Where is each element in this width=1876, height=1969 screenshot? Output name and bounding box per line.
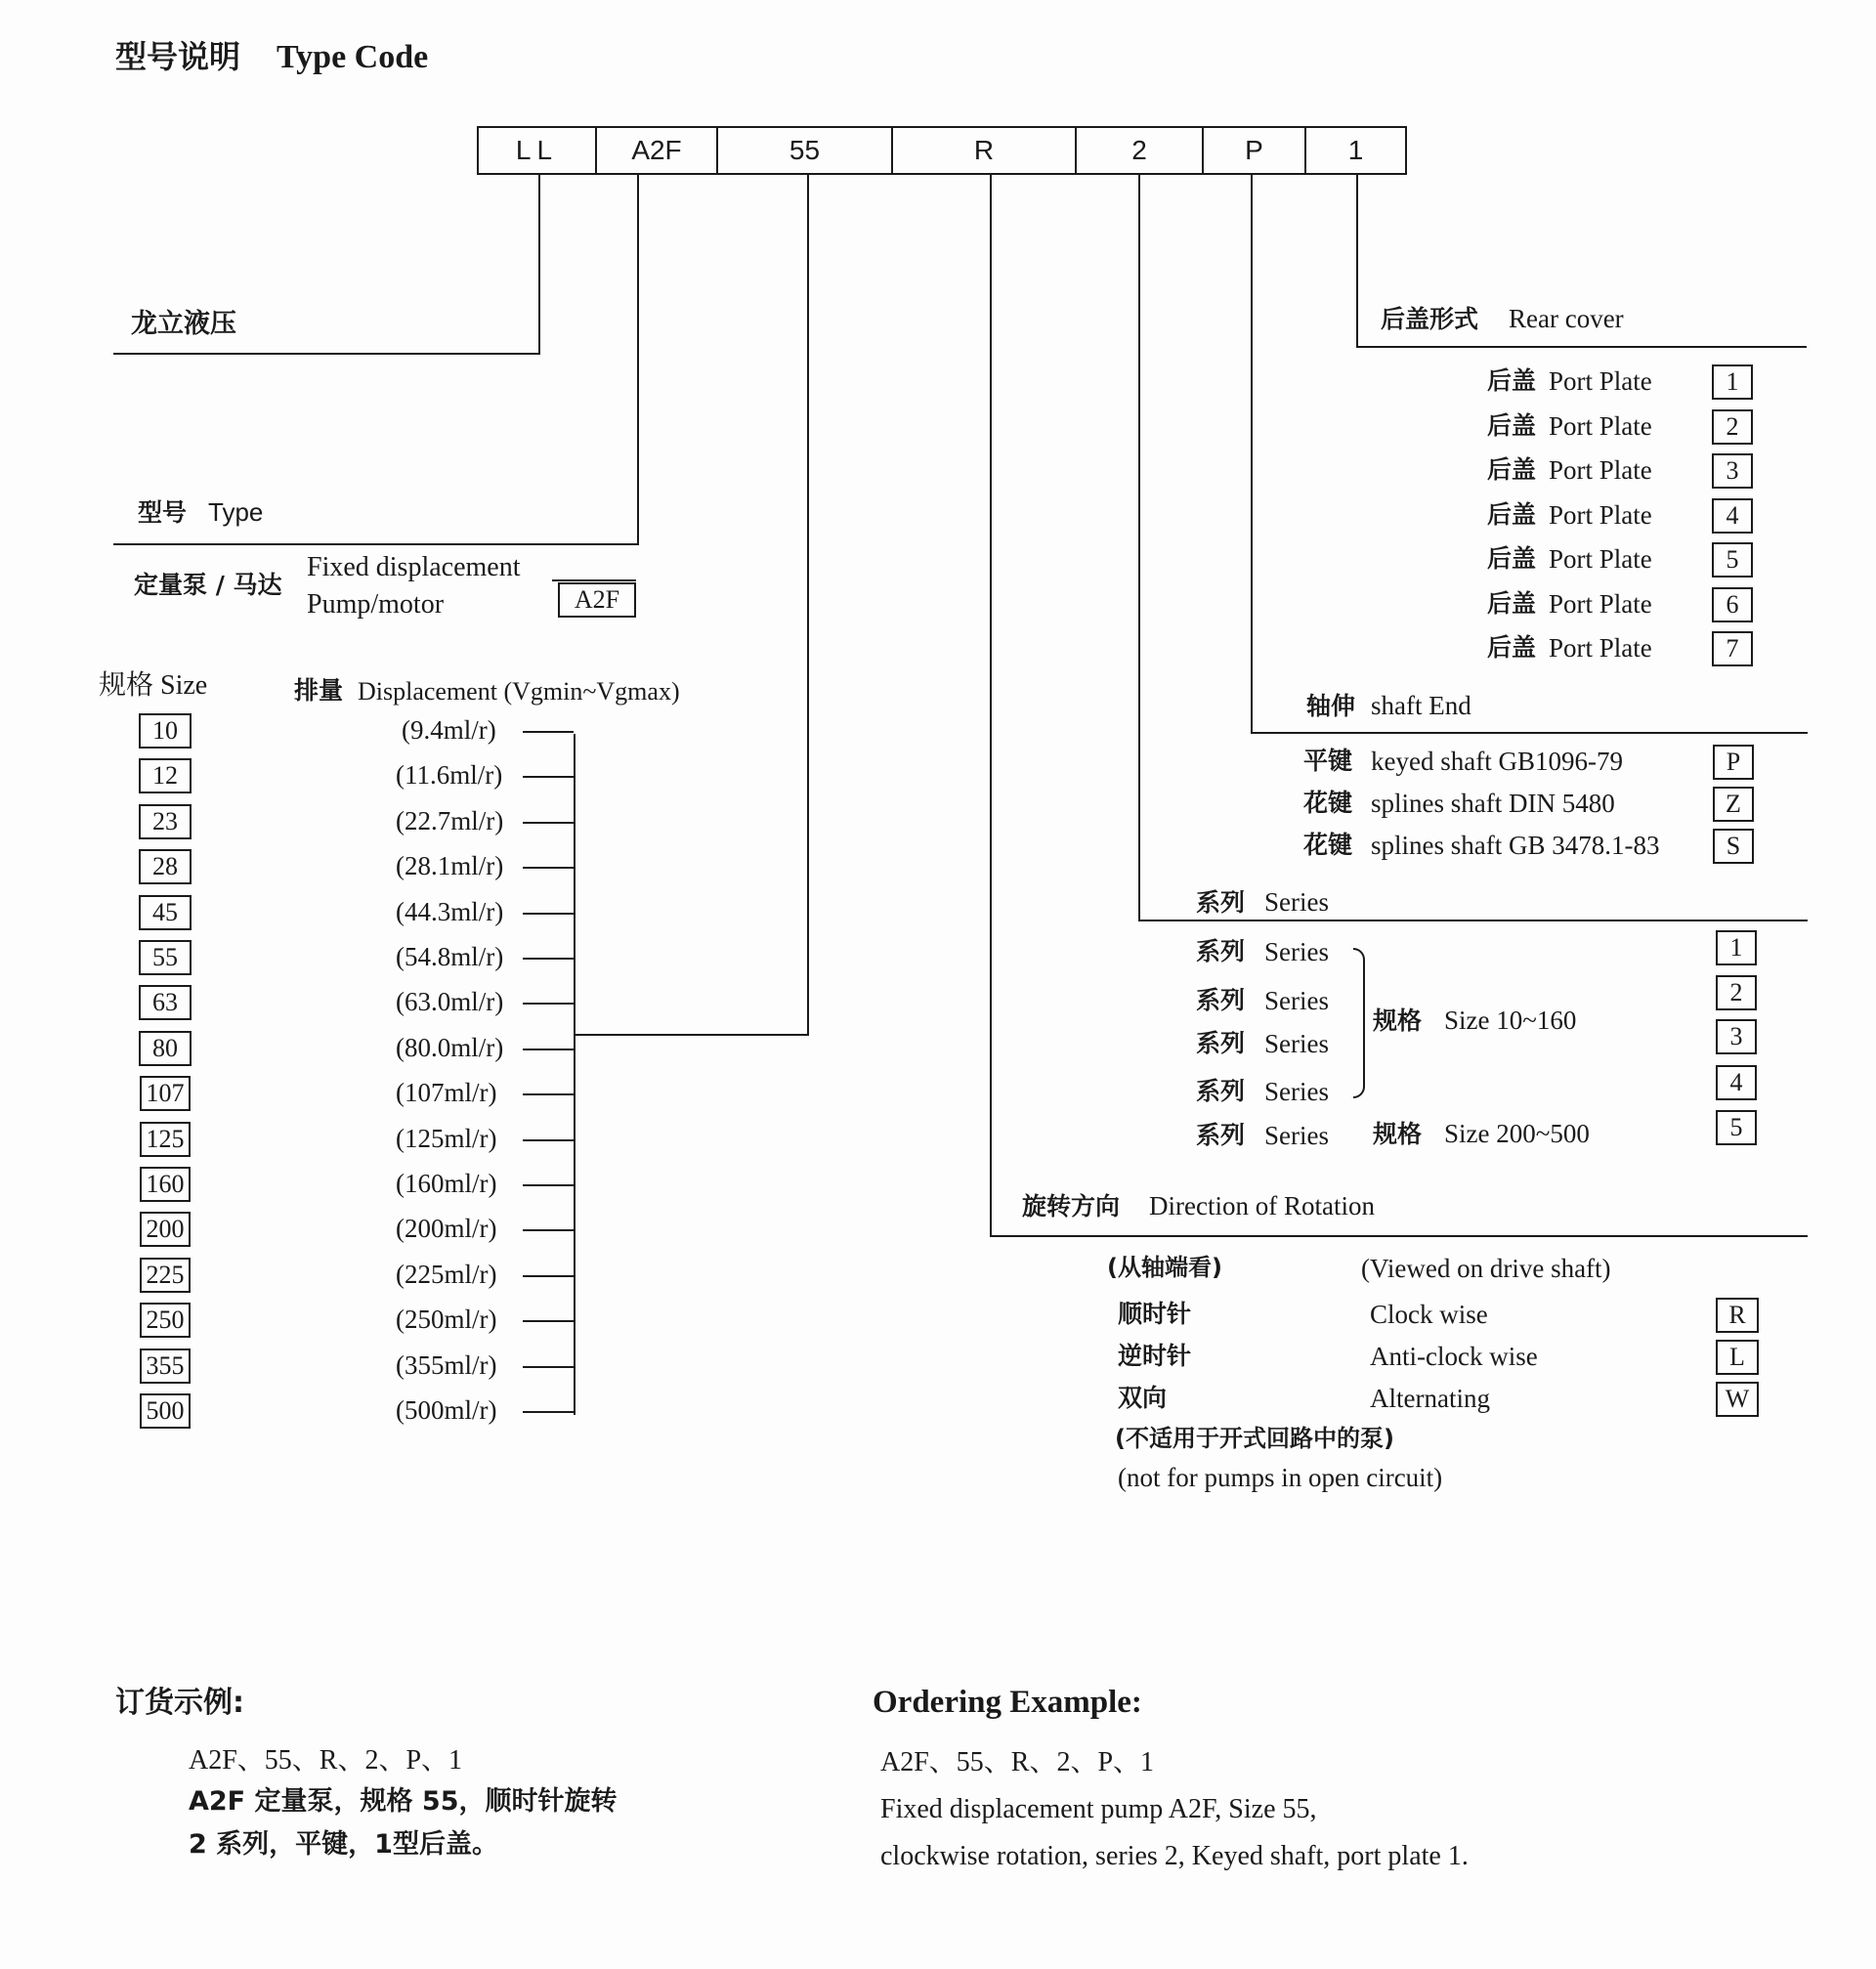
rotation-item-en: Clock wise xyxy=(1370,1300,1488,1329)
underline-rotation xyxy=(990,1235,1808,1237)
page-title-cn: 型号说明 xyxy=(115,38,241,75)
series-item-en: Series xyxy=(1264,937,1329,966)
leader-line-rotation xyxy=(990,175,992,1237)
disp-label-cn: 排量 xyxy=(294,676,344,705)
displacement-value: (107ml/r) xyxy=(396,1078,497,1108)
rotation-code-box: R xyxy=(1716,1298,1759,1333)
type-label-cn: 型号 xyxy=(138,498,188,527)
code-cell-type: A2F xyxy=(595,126,716,175)
displacement-value: (200ml/r) xyxy=(396,1214,497,1244)
series-group-brace xyxy=(1353,948,1365,1098)
series-label-cn: 系列 xyxy=(1196,888,1246,917)
rotation-view-cn: (从轴端看) xyxy=(1107,1254,1222,1281)
rear-cover-item-en: Port Plate xyxy=(1549,455,1652,485)
underline-shaft xyxy=(1251,732,1808,734)
rear-cover-label-cn: 后盖形式 xyxy=(1381,305,1479,333)
displacement-tick xyxy=(523,1320,574,1322)
displacement-tick xyxy=(523,1366,574,1368)
size-code-box: 160 xyxy=(140,1167,191,1202)
leader-line-series xyxy=(1138,175,1140,921)
rotation-code-box: L xyxy=(1716,1340,1759,1375)
size-code-box: 500 xyxy=(140,1393,191,1429)
code-cell-rotation: R xyxy=(891,126,1075,175)
underline-type xyxy=(113,543,639,545)
type-desc-line xyxy=(552,579,636,581)
leader-line-maker xyxy=(538,175,540,354)
displacement-tick xyxy=(523,1139,574,1141)
rear-cover-item-en: Port Plate xyxy=(1549,366,1652,396)
underline-series xyxy=(1138,920,1808,921)
leader-line-type xyxy=(637,175,639,545)
series-code-box: 3 xyxy=(1716,1019,1757,1054)
shaft-label-cn: 轴伸 xyxy=(1306,692,1356,720)
rotation-item-en: Alternating xyxy=(1370,1384,1490,1413)
shaft-code-box: P xyxy=(1713,745,1754,780)
displacement-value: (44.3ml/r) xyxy=(396,896,504,926)
leader-line-shaft xyxy=(1251,175,1253,734)
size-code-box: 80 xyxy=(139,1031,192,1066)
size-code-box: 45 xyxy=(139,895,192,930)
rear-cover-item-cn: 后盖 xyxy=(1487,588,1537,618)
shaft-item-en: splines shaft GB 3478.1-83 xyxy=(1371,831,1660,860)
displacement-value: (9.4ml/r) xyxy=(402,715,496,745)
series-item-cn: 系列 xyxy=(1196,937,1246,965)
displacement-value: (28.1ml/r) xyxy=(396,851,504,881)
rear-cover-item-en: Port Plate xyxy=(1549,633,1652,663)
size-code-box: 355 xyxy=(140,1348,191,1384)
code-cell-rear-cover: 1 xyxy=(1304,126,1407,175)
rotation-view-en: (Viewed on drive shaft) xyxy=(1361,1254,1611,1283)
rear-cover-code-box: 4 xyxy=(1712,498,1753,534)
series-group2-en: Size 200~500 xyxy=(1444,1119,1590,1148)
rear-cover-code-box: 3 xyxy=(1712,453,1753,489)
type-desc-cn: 定量泵 / 马达 xyxy=(134,571,282,599)
type-desc-en-2: Pump/motor xyxy=(307,589,445,620)
rear-cover-item-cn: 后盖 xyxy=(1487,455,1537,484)
page-title-en: Type Code xyxy=(277,39,429,75)
series-item-cn: 系列 xyxy=(1196,1029,1246,1057)
ordering-title-cn: 订货示例: xyxy=(115,1686,244,1720)
maker-label: 龙立液压 xyxy=(131,309,236,339)
displacement-value: (22.7ml/r) xyxy=(396,805,504,835)
displacement-value: (160ml/r) xyxy=(396,1169,497,1198)
size-code-box: 200 xyxy=(140,1212,191,1247)
rear-cover-item-en: Port Plate xyxy=(1549,544,1652,574)
rotation-label-cn: 旋转方向 xyxy=(1022,1192,1121,1220)
series-code-box: 5 xyxy=(1716,1110,1757,1145)
displacement-value: (125ml/r) xyxy=(396,1123,497,1153)
size-code-box: 225 xyxy=(140,1258,191,1293)
displacement-tick xyxy=(523,822,574,824)
rear-cover-item-cn: 后盖 xyxy=(1487,544,1537,573)
displacement-tick xyxy=(523,776,574,778)
code-cell-series: 2 xyxy=(1075,126,1202,175)
size-code-box: 107 xyxy=(140,1076,191,1111)
series-item-en: Series xyxy=(1264,1077,1329,1106)
rear-cover-item-cn: 后盖 xyxy=(1487,633,1537,662)
size-code-box: 28 xyxy=(139,849,192,884)
rear-cover-code-box: 6 xyxy=(1712,587,1753,622)
size-connector-line xyxy=(574,1034,809,1036)
ordering-cn-line2: A2F 定量泵，规格 55，顺时针旋转 xyxy=(189,1786,618,1817)
rear-cover-label-en: Rear cover xyxy=(1509,304,1624,333)
rear-cover-code-box: 2 xyxy=(1712,409,1753,445)
shaft-code-box: S xyxy=(1713,829,1754,864)
underline-maker xyxy=(113,353,540,355)
code-cell-maker: LL xyxy=(477,126,595,175)
series-group2-cn: 规格 xyxy=(1373,1120,1423,1148)
ordering-en-line3: clockwise rotation, series 2, Keyed shaft, port plate 1. xyxy=(880,1841,1469,1871)
rotation-code-box: W xyxy=(1716,1382,1759,1417)
rear-cover-code-box: 1 xyxy=(1712,364,1753,400)
displacement-tick xyxy=(523,913,574,915)
leader-line-rear-cover xyxy=(1356,175,1358,348)
ordering-cn-line1: A2F、55、R、2、P、1 xyxy=(189,1745,463,1776)
displacement-tick xyxy=(523,1049,574,1050)
code-cell-size: 55 xyxy=(716,126,891,175)
rear-cover-code-box: 7 xyxy=(1712,631,1753,666)
series-code-box: 4 xyxy=(1716,1065,1757,1100)
series-item-cn: 系列 xyxy=(1196,1077,1246,1105)
leader-line-size xyxy=(807,175,809,1036)
displacement-value: (225ml/r) xyxy=(396,1259,497,1289)
rear-cover-item-cn: 后盖 xyxy=(1487,499,1537,529)
rotation-note-en: (not for pumps in open circuit) xyxy=(1118,1463,1443,1492)
series-item-en: Series xyxy=(1264,1121,1329,1150)
series-item-en: Series xyxy=(1264,986,1329,1015)
rotation-item-en: Anti-clock wise xyxy=(1370,1342,1538,1371)
displacement-tick xyxy=(523,1275,574,1277)
size-code-box: 23 xyxy=(139,804,192,839)
rear-cover-item-en: Port Plate xyxy=(1549,588,1652,619)
ordering-en-line2: Fixed displacement pump A2F, Size 55, xyxy=(880,1794,1317,1824)
displacement-value: (355ml/r) xyxy=(396,1349,497,1380)
displacement-tick xyxy=(523,731,574,733)
displacement-value: (500ml/r) xyxy=(396,1395,497,1425)
rear-cover-code-box: 5 xyxy=(1712,542,1753,578)
rotation-item-cn: 双向 xyxy=(1118,1384,1168,1412)
rear-cover-item-en: Port Plate xyxy=(1549,410,1652,441)
shaft-item-en: keyed shaft GB1096-79 xyxy=(1371,747,1623,776)
size-code-box: 125 xyxy=(140,1122,191,1157)
displacement-tick xyxy=(523,867,574,869)
ordering-en-line1: A2F、55、R、2、P、1 xyxy=(880,1747,1155,1777)
shaft-item-cn: 花键 xyxy=(1303,831,1353,859)
series-item-cn: 系列 xyxy=(1196,986,1246,1014)
size-label: 规格 Size xyxy=(99,670,208,701)
shaft-item-en: splines shaft DIN 5480 xyxy=(1371,789,1615,818)
series-item-cn: 系列 xyxy=(1196,1121,1246,1149)
rotation-item-cn: 顺时针 xyxy=(1118,1300,1192,1328)
code-cell-shaft: P xyxy=(1202,126,1304,175)
series-code-box: 1 xyxy=(1716,930,1757,965)
shaft-item-cn: 平键 xyxy=(1303,747,1353,775)
series-group1-cn: 规格 xyxy=(1373,1006,1423,1035)
displacement-value: (11.6ml/r) xyxy=(396,760,503,791)
type-label-en: Type xyxy=(208,497,264,527)
type-desc-en-1: Fixed displacement xyxy=(307,552,521,582)
disp-label-en: Displacement (Vgmin~Vgmax) xyxy=(358,677,680,706)
rotation-item-cn: 逆时针 xyxy=(1118,1342,1192,1370)
displacement-value: (80.0ml/r) xyxy=(396,1032,504,1062)
rear-cover-item-cn: 后盖 xyxy=(1487,410,1537,440)
size-bracket-line xyxy=(574,734,576,1415)
shaft-code-box: Z xyxy=(1713,787,1754,822)
displacement-tick xyxy=(523,1411,574,1413)
size-code-box: 12 xyxy=(139,758,192,793)
series-item-en: Series xyxy=(1264,1029,1329,1058)
displacement-value: (63.0ml/r) xyxy=(396,987,504,1017)
series-code-box: 2 xyxy=(1716,975,1757,1010)
size-code-box: 250 xyxy=(140,1303,191,1338)
displacement-value: (54.8ml/r) xyxy=(396,942,504,971)
displacement-tick xyxy=(523,1229,574,1231)
displacement-tick xyxy=(523,1184,574,1186)
shaft-item-cn: 花键 xyxy=(1303,789,1353,817)
displacement-tick xyxy=(523,958,574,960)
displacement-value: (250ml/r) xyxy=(396,1305,497,1335)
rotation-note-cn: (不适用于开式回路中的泵) xyxy=(1115,1425,1394,1452)
ordering-title-en: Ordering Example: xyxy=(873,1685,1142,1720)
ordering-cn-line3: 2 系列，平键，1型后盖。 xyxy=(189,1829,498,1860)
rear-cover-item-cn: 后盖 xyxy=(1487,366,1537,395)
displacement-tick xyxy=(523,1003,574,1005)
size-code-box: 10 xyxy=(139,713,192,749)
size-code-box: 55 xyxy=(139,940,192,975)
size-code-box: 63 xyxy=(139,985,192,1020)
displacement-tick xyxy=(523,1093,574,1095)
type-code-box: A2F xyxy=(558,582,636,618)
shaft-label-en: shaft End xyxy=(1371,691,1471,720)
rotation-label-en: Direction of Rotation xyxy=(1149,1191,1375,1220)
series-label-en: Series xyxy=(1264,887,1329,917)
series-group1-en: Size 10~160 xyxy=(1444,1006,1577,1035)
underline-rear-cover xyxy=(1356,346,1807,348)
rear-cover-item-en: Port Plate xyxy=(1549,499,1652,530)
